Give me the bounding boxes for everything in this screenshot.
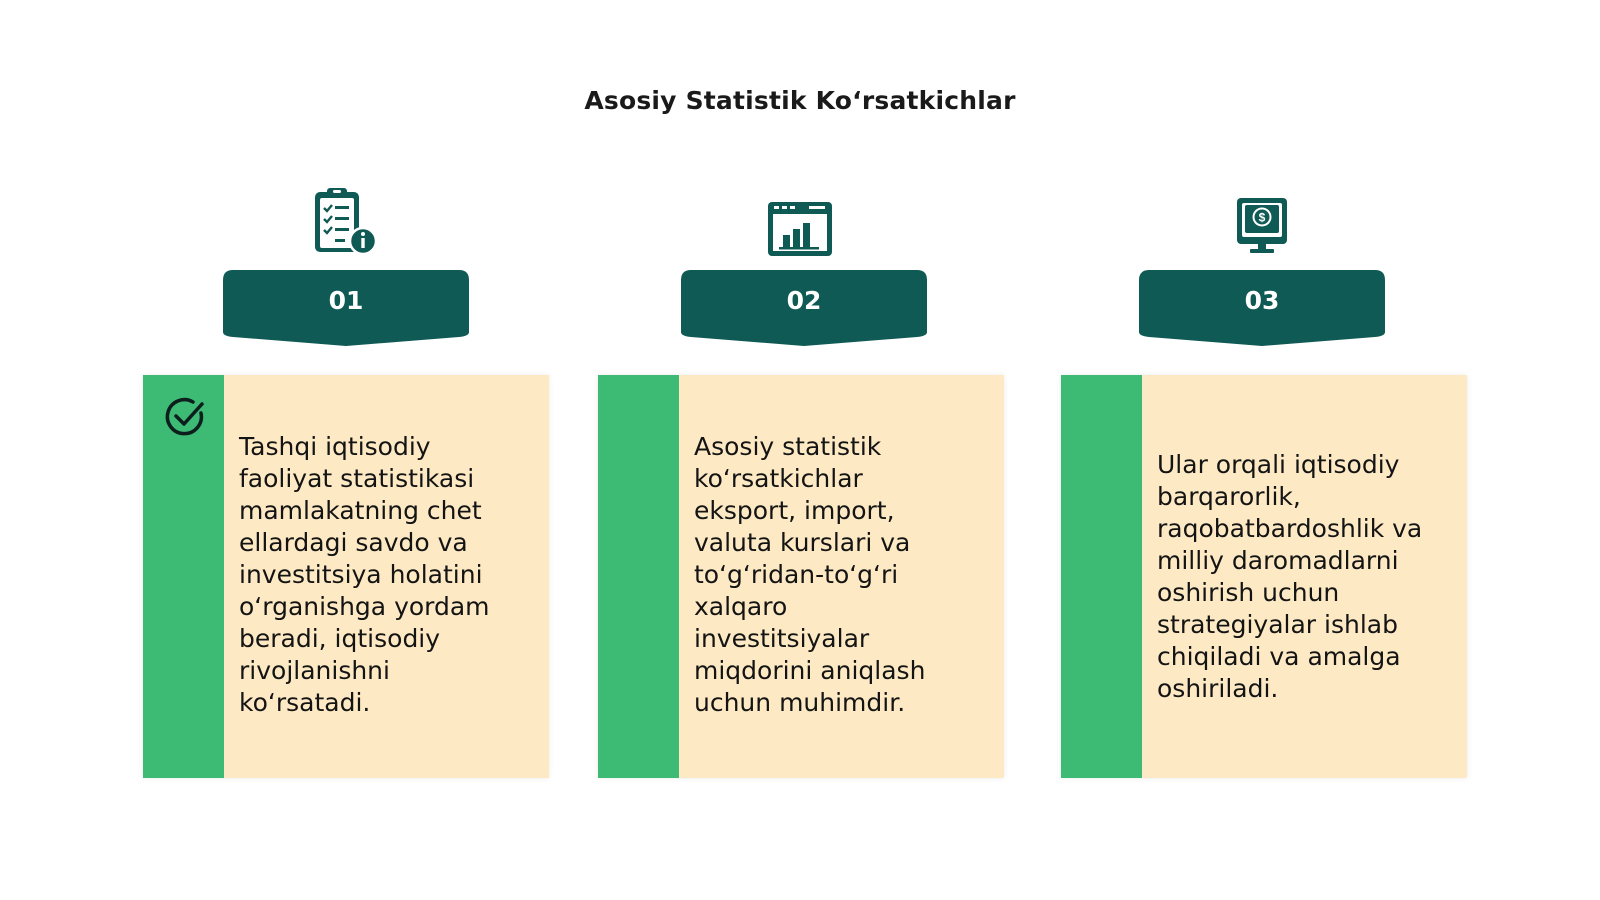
step-number: 02 <box>786 286 822 315</box>
step-01-card <box>143 375 549 778</box>
check-circle-icon <box>163 395 207 439</box>
step-03-badge <box>1139 270 1385 356</box>
step-02-card <box>598 375 1004 778</box>
step-number: 03 <box>1244 286 1280 315</box>
page-title: Asosiy Statistik Ko‘rsatkichlar <box>584 86 1016 115</box>
card-text: Ular orqali iqtisodiy barqarorlik, raqobatbardoshlik va milliy daromadlarni oshirish uchun strategiyalar ishlab chiqiladi va amalga oshiriladi. <box>1157 450 1423 703</box>
clipboard-checklist-info-icon <box>311 187 381 257</box>
money-monitor-icon <box>1227 191 1297 261</box>
browser-bar-chart-icon <box>765 197 835 267</box>
svg-text:$: $ <box>1258 210 1266 225</box>
card-text: Tashqi iqtisodiy faoliyat statistikasi mamlakatning chet ellardagi savdo va investitsiya holatini o‘rganishga yordam beradi, iqtisodiy rivojlanishni ko‘rsatadi. <box>239 432 490 717</box>
card-stripe <box>1061 375 1142 778</box>
step-01-badge <box>223 270 469 356</box>
card-stripe <box>598 375 679 778</box>
step-02-badge <box>681 270 927 356</box>
step-03-card <box>1061 375 1467 778</box>
card-text: Asosiy statistik ko‘rsatkichlar eksport, import, valuta kurslari va to‘g‘ridan-to‘g‘ri xalqaro investitsiyalar miqdorini aniqlash uchun muhimdir. <box>694 432 926 717</box>
step-number: 01 <box>328 286 364 315</box>
